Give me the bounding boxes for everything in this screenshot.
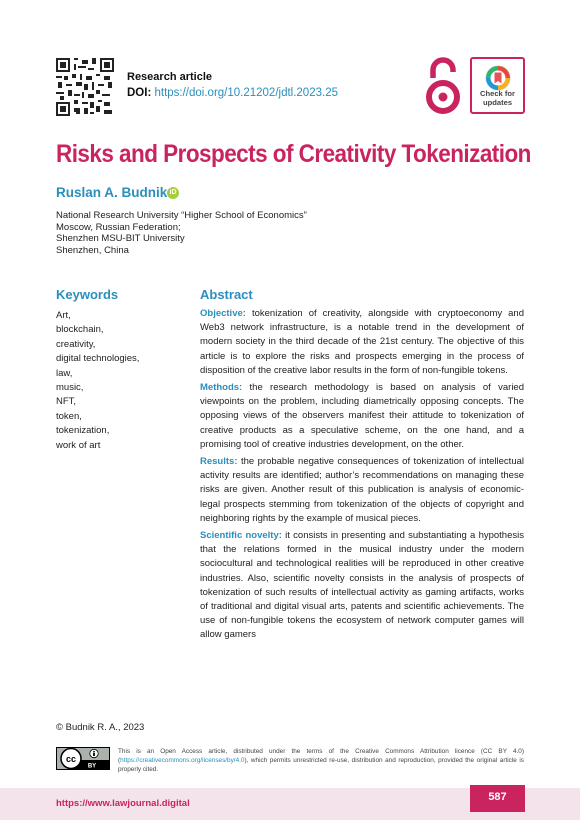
cc-label: cc bbox=[65, 754, 77, 764]
doi-label: DOI: bbox=[127, 87, 152, 99]
section-text: tokenization of creativity, alongside with cryptoeconomy and Web3 network infrastructure, is a notable trend in the development of modern society in the third decade of the 21st century. The objective of this article is to explore the risks and prospects emerging in the process of disposition of the creative labor results in the form of non-fungible tokens. bbox=[200, 308, 524, 376]
section-label: Scientific novelty: bbox=[200, 530, 282, 542]
keyword-item: NFT, bbox=[56, 396, 77, 408]
affiliation-line: Shenzhen MSU-BIT University bbox=[56, 233, 185, 244]
keyword-item: token, bbox=[56, 410, 82, 422]
check-updates-icon bbox=[485, 65, 511, 91]
license-text bbox=[118, 747, 524, 774]
page-number: 587 bbox=[470, 785, 525, 812]
section-label: Objective: bbox=[200, 308, 246, 319]
affiliation-line: Moscow, Russian Federation; bbox=[56, 221, 181, 233]
abstract-novelty bbox=[200, 529, 524, 643]
section-label: Results: bbox=[200, 456, 238, 468]
keyword-item: law, bbox=[56, 367, 73, 379]
copyright: © Budnik R. A., 2023 bbox=[56, 722, 145, 733]
check-updates-line-1: Check for bbox=[479, 89, 516, 98]
license-link[interactable]: https://creativecommons.org/licenses/by/4.0 bbox=[120, 757, 245, 764]
check-updates-line-2: updates bbox=[482, 97, 513, 107]
section-text: the probable negative consequences of tokenization of intellectual activity results are identified; author’s recommendations on managing these risks are given. Another result of this publication is analysis of economic-legal prospects stemming from tokenization of the objects of copyright and neighboring rights by the example of musical pieces. bbox=[200, 456, 524, 524]
keyword-item: tokenization, bbox=[56, 425, 110, 437]
abstract-heading: Abstract bbox=[200, 287, 253, 302]
orcid-icon[interactable]: iD bbox=[167, 187, 179, 199]
keywords-heading: Keywords bbox=[56, 287, 119, 302]
by-label: BY bbox=[87, 763, 97, 770]
keywords-list bbox=[56, 309, 139, 453]
keyword-item: work of art bbox=[56, 439, 101, 451]
article-type: Research article bbox=[127, 71, 212, 83]
section-label: Methods: bbox=[200, 382, 243, 394]
article-title: Risks and Prospects of Creativity Tokenization bbox=[56, 140, 531, 168]
doi-line bbox=[127, 87, 338, 99]
keyword-item: music, bbox=[56, 382, 84, 394]
abstract-results bbox=[200, 455, 524, 526]
affiliation-line: National Research University “Higher School of Economics” bbox=[56, 210, 307, 221]
cc-by-license-icon[interactable] bbox=[56, 747, 110, 770]
author-name: Ruslan A. Budnik bbox=[56, 185, 168, 200]
section-text: it consists in presenting and substantiating a hypothesis that the relations formed in the musical industry under the modern sociocultural and technological realities will be reproduced in other creative industries. Also, scientific novelty consists in the analysis of prospects of tokenization of such results of intellectual activity as gaming artifacts, works of traditional and digital visual arts, patents and scientific achievements. The use of non-fungible tokens the ecosystem of network computer games will allow gamers bbox=[200, 530, 524, 641]
doi-link[interactable]: https://doi.org/10.21202/jdtl.2023.25 bbox=[154, 87, 338, 99]
section-text: the research methodology is based on analysis of varied viewpoints on the problem, including diametrically opposing concepts. The opposing views of the observers manifest their attitude to tokenization of creative products as a speculative scheme, on the one hand, and a promising tool of creative industries development, on the other. bbox=[200, 382, 524, 450]
abstract-body bbox=[200, 307, 524, 646]
check-updates-text bbox=[472, 90, 523, 107]
qr-code bbox=[56, 58, 114, 116]
affiliation bbox=[56, 210, 307, 256]
open-access-icon bbox=[422, 56, 464, 116]
keyword-item: blockchain, bbox=[56, 324, 104, 336]
abstract-objective bbox=[200, 307, 524, 378]
license-text-after: ), which permits unrestricted re-use, distribution and reproduction, provided the original article is properly cited. bbox=[118, 757, 524, 773]
license-text-before: This is an Open Access article, distributed under the terms of the Creative Commons Attribution licence (CC BY 4.0) ( bbox=[118, 748, 524, 764]
check-for-updates-button[interactable] bbox=[470, 57, 525, 114]
keyword-item: Art, bbox=[56, 310, 71, 321]
keyword-item: creativity, bbox=[56, 338, 96, 350]
keyword-item: digital technologies, bbox=[56, 353, 140, 365]
affiliation-line: Shenzhen, China bbox=[56, 244, 129, 256]
abstract-methods bbox=[200, 381, 524, 452]
journal-website-link[interactable]: https://www.lawjournal.digital bbox=[56, 798, 190, 809]
